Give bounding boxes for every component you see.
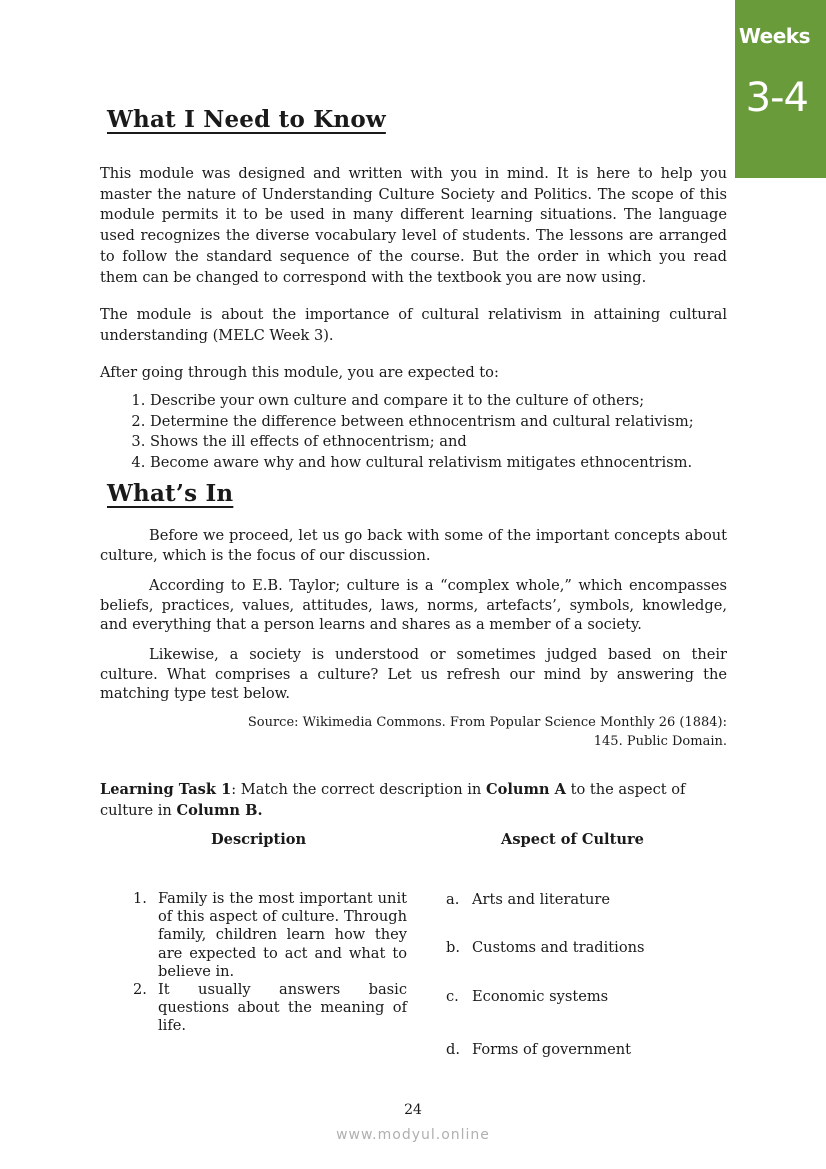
aspect-text: Economic systems bbox=[472, 988, 609, 1005]
weeks-tab bbox=[735, 0, 826, 178]
description-text: It usually answers basic questions about the meaning of life. bbox=[158, 981, 407, 1035]
column-b-ref: Column B. bbox=[176, 801, 263, 819]
objective-item: 4. Become aware why and how cultural relativism mitigates ethnocentrism. bbox=[150, 453, 780, 474]
aspect-option-d bbox=[446, 1040, 631, 1061]
source-line-1: Source: Wikimedia Commons. From Popular Science Monthly 26 (1884): bbox=[247, 715, 727, 730]
description-item bbox=[128, 981, 407, 1036]
whats-in-paragraph-2: According to E.B. Taylor; culture is a “complex whole,” which encompasses beliefs, practices, values, attitudes, laws, norms, artefacts’, symbols, knowledge, and everything that a person learns and shares as a member of a society. bbox=[100, 577, 727, 633]
weeks-number: 3-4 bbox=[745, 75, 808, 121]
image-source-credit bbox=[230, 713, 727, 751]
task-label: Learning Task 1 bbox=[100, 781, 232, 798]
weeks-label: Weeks bbox=[738, 24, 810, 48]
module-about-paragraph: The module is about the importance of cultural relativism in attaining cultural understanding (MELC Week 3). bbox=[100, 306, 727, 344]
aspect-option-b bbox=[446, 938, 645, 959]
objective-item: 2. Determine the difference between ethnocentrism and cultural relativism; bbox=[150, 412, 780, 433]
aspect-letter: a. bbox=[446, 891, 460, 908]
column-a-ref: Column A bbox=[485, 781, 566, 798]
whats-in-paragraph-3: Likewise, a society is understood or sometimes judged based on their culture. What comprises a culture? Let us refresh our mind by answering the matching type test below. bbox=[100, 646, 727, 702]
task-text-2: to the aspect of culture in bbox=[100, 781, 686, 819]
column-b-header: Aspect of Culture bbox=[501, 831, 644, 848]
aspect-option-c bbox=[446, 987, 608, 1008]
learning-task-instructions bbox=[100, 780, 700, 821]
description-item bbox=[128, 890, 407, 981]
section-title-what-i-need-to-know: What I Need to Know bbox=[107, 106, 386, 133]
aspect-text: Arts and literature bbox=[472, 891, 610, 908]
aspect-option-a bbox=[446, 890, 610, 911]
intro-paragraph: This module was designed and written with you in mind. It is here to help you master the nature of Understanding Culture Society and Politics. The scope of this module permits it to be used in many different learning situations. The language used recognizes the diverse vocabulary level of students. The lessons are arranged to follow the standard sequence of the course. But the order in which you read them can be changed to correspond with the textbook you are now using. bbox=[100, 165, 727, 286]
aspect-letter: c. bbox=[446, 988, 459, 1005]
task-text-1: : Match the correct description in bbox=[231, 781, 486, 798]
expectations-lead: After going through this module, you are expected to: bbox=[100, 364, 499, 381]
column-a-header: Description bbox=[211, 831, 307, 848]
page-number: 24 bbox=[404, 1102, 422, 1118]
objective-item: 3. Shows the ill effects of ethnocentrism; and bbox=[150, 432, 780, 453]
aspect-letter: d. bbox=[446, 1041, 460, 1058]
source-line-2: 145. Public Domain. bbox=[593, 734, 727, 749]
description-list bbox=[128, 890, 407, 1036]
objective-item: 1. Describe your own culture and compare it to the culture of others; bbox=[150, 391, 780, 412]
watermark: www.modyul.online bbox=[336, 1127, 490, 1143]
objectives-list bbox=[100, 391, 780, 474]
aspect-letter: b. bbox=[446, 939, 460, 956]
description-text: Family is the most important unit of this aspect of culture. Through family, children learn how they are expected to act and what to believe in. bbox=[158, 890, 407, 980]
section-title-whats-in: What’s In bbox=[107, 480, 234, 507]
whats-in-paragraph-1: Before we proceed, let us go back with some of the important concepts about culture, which is the focus of our discussion. bbox=[100, 527, 727, 564]
description-number: 1. bbox=[133, 890, 147, 907]
aspect-text: Forms of government bbox=[472, 1041, 632, 1058]
description-number: 2. bbox=[133, 981, 147, 999]
aspect-text: Customs and traditions bbox=[472, 939, 645, 956]
